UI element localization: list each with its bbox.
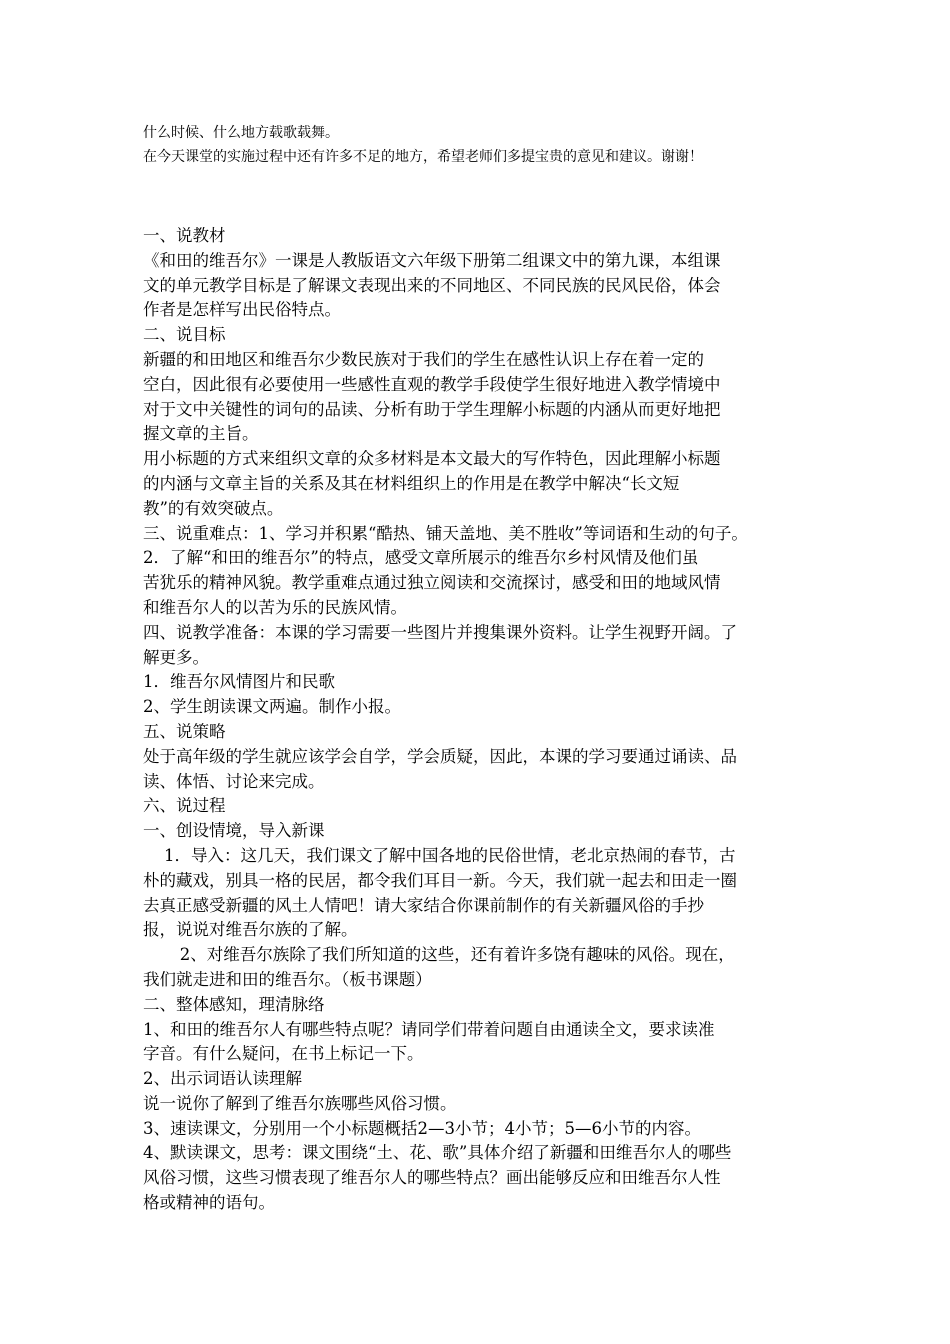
text-line: 解更多。 bbox=[143, 647, 209, 667]
subsection-heading: 二、整体感知，理清脉络 bbox=[143, 994, 325, 1014]
text-line: 新疆的和田地区和维吾尔少数民族对于我们的学生在感性认识上存在着一定的 bbox=[143, 349, 704, 369]
section-heading: 三、说重难点：1、学习并积累“酷热、铺天盖地、美不胜收”等词语和生动的句子。 bbox=[143, 523, 748, 543]
text-line: 我们就走进和田的维吾尔。（板书课题） bbox=[143, 969, 432, 989]
text-line: 2、对维吾尔族除了我们所知道的这些，还有着许多饶有趣味的风俗。现在， bbox=[143, 945, 735, 965]
text-line: 在今天课堂的实施过程中还有许多不足的地方，希望老师们多提宝贵的意见和建议。谢谢！ bbox=[143, 149, 703, 165]
text-line: 什么时候、什么地方载歌载舞。 bbox=[143, 125, 339, 141]
text-line: 报，说说对维吾尔族的了解。 bbox=[143, 920, 358, 940]
text-line: 朴的藏戏，别具一格的民居，都令我们耳目一新。今天，我们就一起去和田走一圈 bbox=[143, 870, 737, 890]
list-item: 3、速读课文，分别用一个小标题概括2—3小节；4小节；5—6小节的内容。 bbox=[143, 1118, 701, 1138]
text-line: 和维吾尔人的以苦为乐的民族风情。 bbox=[143, 597, 407, 617]
list-item: 2、学生朗读课文两遍。制作小报。 bbox=[143, 697, 401, 717]
text-line: 去真正感受新疆的风土人情吧！请大家结合你课前制作的有关新疆风俗的手抄 bbox=[143, 895, 704, 915]
text-line: 对于文中关键性的词句的品读、分析有助于学生理解小标题的内涵从而更好地把 bbox=[143, 399, 721, 419]
text-line: 格或精神的语句。 bbox=[143, 1193, 275, 1213]
section-heading: 五、说策略 bbox=[143, 721, 226, 741]
list-item: 4、默读课文，思考：课文围绕“土、花、歌”具体介绍了新疆和田维吾尔人的哪些 bbox=[143, 1143, 732, 1163]
text-line: 的内涵与文章主旨的关系及其在材料组织上的作用是在教学中解决“长文短 bbox=[143, 473, 680, 493]
text-line: 读、体悟、讨论来完成。 bbox=[143, 771, 325, 791]
previous-page-tail bbox=[143, 121, 823, 169]
section-heading: 一、说教材 bbox=[143, 226, 226, 245]
text-line: 《和田的维吾尔》一课是人教版语文六年级下册第二组课文中的第九课，本组课 bbox=[143, 250, 721, 270]
document-body bbox=[143, 224, 823, 1216]
text-line: 2．了解“和田的维吾尔”的特点，感受文章所展示的维吾尔乡村风情及他们虽 bbox=[143, 548, 699, 568]
text-line: 作者是怎样写出民俗特点。 bbox=[143, 300, 341, 320]
subsection-heading: 一、创设情境，导入新课 bbox=[143, 821, 325, 841]
text-line: 风俗习惯，这些习惯表现了维吾尔人的哪些特点？画出能够反应和田维吾尔人性 bbox=[143, 1168, 721, 1188]
text-line: 用小标题的方式来组织文章的众多材料是本文最大的写作特色，因此理解小标题 bbox=[143, 449, 721, 469]
text-line: 处于高年级的学生就应该学会自学，学会质疑，因此，本课的学习要通过诵读、品 bbox=[143, 746, 737, 766]
text-line: 握文章的主旨。 bbox=[143, 424, 259, 444]
text-line: 文的单元教学目标是了解课文表现出来的不同地区、不同民族的民风民俗，体会 bbox=[143, 275, 721, 295]
list-item: 1．维吾尔风情图片和民歌 bbox=[143, 672, 335, 692]
text-line: 字音。有什么疑问，在书上标记一下。 bbox=[143, 1044, 424, 1064]
text-line: 1、和田的维吾尔人有哪些特点呢？请同学们带着问题自由通读全文，要求读准 bbox=[143, 1019, 715, 1039]
section-heading: 四、说教学准备：本课的学习需要一些图片并搜集课外资料。让学生视野开阔。了 bbox=[143, 622, 737, 642]
text-line: 说一说你了解到了维吾尔族哪些风俗习惯。 bbox=[143, 1093, 457, 1113]
text-line: 1．导入：这几天，我们课文了解中国各地的民俗世情，老北京热闹的春节，古 bbox=[143, 845, 736, 865]
list-item: 2、出示词语认读理解 bbox=[143, 1069, 302, 1089]
text-line: 苦犹乐的精神风貌。教学重难点通过独立阅读和交流探讨，感受和田的地域风情 bbox=[143, 573, 721, 593]
section-heading: 六、说过程 bbox=[143, 796, 226, 816]
section-heading: 二、说目标 bbox=[143, 325, 226, 345]
text-line: 教”的有效突破点。 bbox=[143, 498, 284, 518]
text-line: 空白，因此很有必要使用一些感性直观的教学手段使学生很好地进入教学情境中 bbox=[143, 374, 721, 394]
